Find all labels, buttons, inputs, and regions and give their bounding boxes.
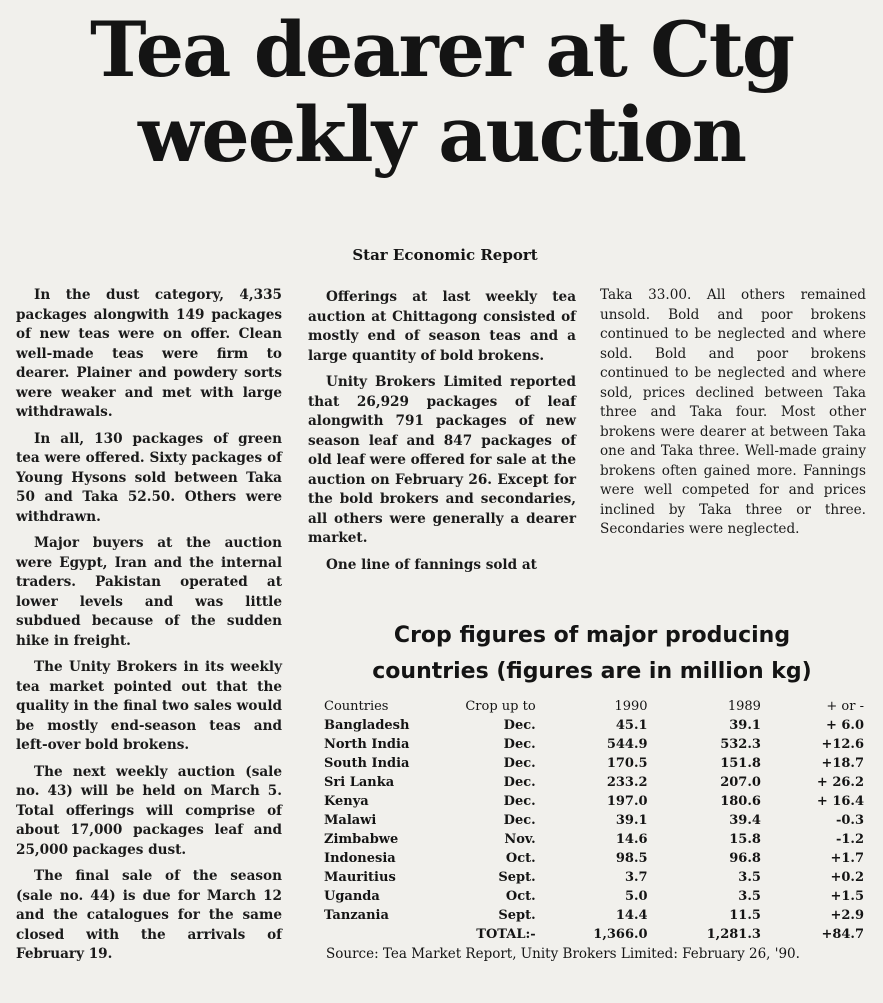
table-title xyxy=(318,618,866,690)
table-cell: 39.1 xyxy=(615,813,648,828)
table-cell: Oct. xyxy=(505,889,536,904)
table-row xyxy=(324,849,864,868)
table-cell: 197.0 xyxy=(606,794,648,809)
table-body xyxy=(324,716,864,944)
table-cell: 3.5 xyxy=(738,889,761,904)
paragraph: In the dust category, 4,335 packages alongwith 149 packages of new teas were on offer. Clean well-made teas were firm to dearer. Plainer and powdery sorts were weaker and met with large withdrawals. xyxy=(16,287,282,420)
paragraph: The final sale of the season (sale no. 44) is due for March 12 and the catalogues for the same closed with the arrivals of February 19. xyxy=(16,868,282,962)
table-cell: Nov. xyxy=(504,832,536,847)
table-cell: 180.6 xyxy=(720,794,761,809)
table-cell: Kenya xyxy=(324,794,369,809)
table-cell: Zimbabwe xyxy=(324,832,399,847)
paragraph: Taka 33.00. All others remained unsold. Bold and poor brokens continued to be neglected and where sold. Bold and poor brokens continued to be neglected and where sold, prices declined between Taka three and Taka four. Most other brokens were dearer at between Taka one and Taka three. Well-made grainy brokens often gained more. Fannings were well competed for and prices inclined by Taka three or three. Secondaries were neglected. xyxy=(600,287,866,537)
table-cell: 207.0 xyxy=(720,775,761,790)
table-cell: Tanzania xyxy=(324,908,389,923)
table-cell: + 16.4 xyxy=(816,794,864,809)
table-cell: 3.7 xyxy=(624,870,648,885)
table-row xyxy=(324,906,864,925)
table-cell: 3.5 xyxy=(738,870,761,885)
table-row xyxy=(324,792,864,811)
table-cell: 11.5 xyxy=(729,908,761,923)
table-cell: +18.7 xyxy=(821,756,864,771)
table-cell: Sept. xyxy=(498,870,536,885)
table-cell: Bangladesh xyxy=(324,718,410,733)
table-cell: Dec. xyxy=(503,775,536,790)
paragraph: One line of fannings sold at xyxy=(326,556,537,573)
table-cell: +12.6 xyxy=(821,737,864,752)
paragraph: Offerings at last weekly tea auction at Chittagong consisted of mostly end of season teas and a large quantity of bold brokens. xyxy=(308,289,576,364)
table-cell: Dec. xyxy=(503,794,536,809)
table-row xyxy=(324,868,864,887)
table-cell: Dec. xyxy=(503,718,536,733)
table-row xyxy=(324,887,864,906)
paragraph: The Unity Brokers in its weekly tea market pointed out that the quality in the final two sales would be mostly end-season teas and left-over bold brokens. xyxy=(16,659,282,753)
headline xyxy=(0,5,883,179)
table-cell: 39.1 xyxy=(729,718,761,733)
paragraph: Unity Brokers Limited reported that 26,929 packages of leaf alongwith 791 packages of new season leaf and 847 packages of old leaf were offered for sale at the auction on February 26. Except for the bold brokers and secondaries, all others were generally a dearer market. xyxy=(308,374,576,546)
table-header-row xyxy=(324,697,864,716)
table-cell: 98.5 xyxy=(615,851,648,866)
table-cell: -1.2 xyxy=(835,832,864,847)
table-row xyxy=(324,735,864,754)
table-cell: + 26.2 xyxy=(816,775,864,790)
header-1990: 1990 xyxy=(614,699,648,714)
table-cell: 170.5 xyxy=(606,756,648,771)
table-cell: 14.4 xyxy=(615,908,648,923)
headline-line-1: Tea dearer at Ctg xyxy=(89,5,794,94)
paragraph: In all, 130 packages of green tea were offered. Sixty packages of Young Hysons sold between Taka 50 and Taka 52.50. Others were withdrawn. xyxy=(16,430,282,525)
table-cell: Dec. xyxy=(503,737,536,752)
table-cell: Malawi xyxy=(324,813,377,828)
table-cell: +0.2 xyxy=(830,870,864,885)
paragraph: The next weekly auction (sale no. 43) will be held on March 5. Total offerings will comprise of about 17,000 packages leaf and 25,000 packages dust. xyxy=(16,763,282,858)
table-cell: 532.3 xyxy=(720,737,761,752)
table-source: Source: Tea Market Report, Unity Brokers Limited: February 26, '90. xyxy=(326,946,800,962)
table-cell: 233.2 xyxy=(606,775,648,790)
table-cell: +1.7 xyxy=(830,851,864,866)
table-cell: 151.8 xyxy=(720,756,761,771)
table-title-line-1: Crop figures of major producing xyxy=(393,623,791,648)
table-row xyxy=(324,716,864,735)
table-cell xyxy=(324,925,448,944)
table-row xyxy=(324,754,864,773)
table-row xyxy=(324,811,864,830)
table-cell: Mauritius xyxy=(324,870,396,885)
article-column-1 xyxy=(16,286,282,972)
table-cell: 45.1 xyxy=(615,718,648,733)
table-cell: Sept. xyxy=(498,908,536,923)
total-label: TOTAL:- xyxy=(476,927,536,942)
table-cell: Indonesia xyxy=(324,851,396,866)
table-cell: South India xyxy=(324,756,410,771)
table-cell: Dec. xyxy=(503,756,536,771)
table-cell: 1,366.0 xyxy=(593,927,648,942)
table-cell: +84.7 xyxy=(821,927,864,942)
table-cell: 544.9 xyxy=(606,737,648,752)
article-column-3 xyxy=(600,286,866,547)
table-cell: Uganda xyxy=(324,889,380,904)
table-cell: North India xyxy=(324,737,410,752)
table-cell: + 6.0 xyxy=(825,718,864,733)
table-title-line-2: countries (figures are in million kg) xyxy=(372,659,812,684)
table-cell: 14.6 xyxy=(615,832,648,847)
table-cell: 5.0 xyxy=(624,889,648,904)
headline-line-2: weekly auction xyxy=(138,90,745,179)
table-row xyxy=(324,830,864,849)
table-cell: 15.8 xyxy=(729,832,761,847)
table-total-row xyxy=(324,925,864,944)
header-countries: Countries xyxy=(324,699,389,714)
paragraph: Major buyers at the auction were Egypt, Iran and the internal traders. Pakistan operated at lower levels and was little subdued because of the sudden hike in freight. xyxy=(16,535,282,649)
byline: Star Economic Report xyxy=(352,246,538,264)
table-cell: +1.5 xyxy=(830,889,864,904)
crop-figures-table xyxy=(324,697,864,944)
header-difference: + or - xyxy=(826,699,864,714)
article-column-2 xyxy=(308,288,576,582)
table-cell: 1,281.3 xyxy=(706,927,761,942)
table-cell: Oct. xyxy=(505,851,536,866)
header-crop-up-to: Crop up to xyxy=(465,699,536,714)
table-cell: 96.8 xyxy=(729,851,761,866)
table-row xyxy=(324,773,864,792)
table-cell: 39.4 xyxy=(729,813,761,828)
table-cell: +2.9 xyxy=(830,908,864,923)
header-1989: 1989 xyxy=(727,699,761,714)
table-cell: Dec. xyxy=(503,813,536,828)
table-cell: -0.3 xyxy=(835,813,864,828)
table-cell: Sri Lanka xyxy=(324,775,395,790)
